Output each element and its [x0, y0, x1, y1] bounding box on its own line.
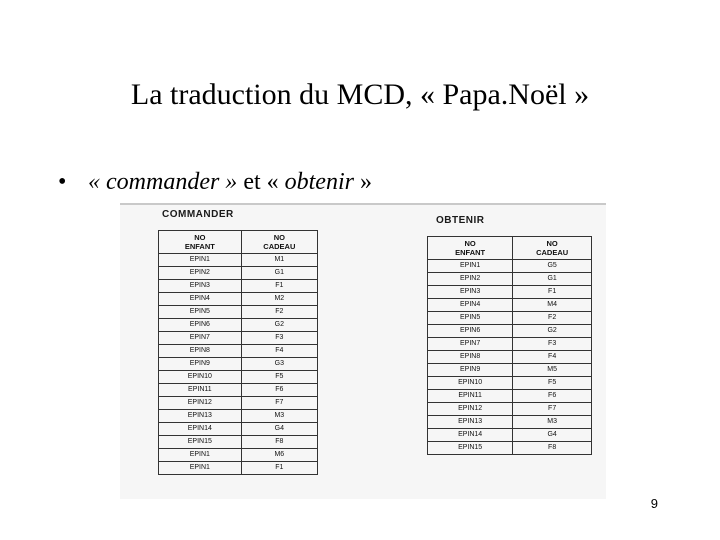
cadeau-cell: F4: [241, 345, 317, 358]
cadeau-cell: F8: [241, 436, 317, 449]
table-row: [159, 423, 318, 436]
cadeau-cell: M3: [513, 416, 592, 429]
cadeau-cell: F8: [513, 442, 592, 455]
cadeau-cell: F7: [513, 403, 592, 416]
table-row: [159, 345, 318, 358]
table-row: [159, 384, 318, 397]
table-row: [159, 449, 318, 462]
cadeau-cell: F1: [241, 280, 317, 293]
obtenir-table-title: OBTENIR: [436, 215, 485, 226]
commander-table-body: [159, 254, 318, 475]
cadeau-cell: F1: [241, 462, 317, 475]
enfant-cell: EPIN4: [428, 299, 513, 312]
table-row: [159, 267, 318, 280]
scanned-tables-image: [120, 203, 606, 499]
enfant-cell: EPIN2: [428, 273, 513, 286]
enfant-cell: EPIN2: [159, 267, 242, 280]
obtenir-header-enfant: NO ENFANT: [428, 237, 513, 260]
enfant-cell: EPIN1: [159, 462, 242, 475]
enfant-cell: EPIN13: [428, 416, 513, 429]
enfant-cell: EPIN1: [159, 449, 242, 462]
cadeau-cell: F3: [513, 338, 592, 351]
cadeau-cell: G5: [513, 260, 592, 273]
cadeau-cell: M1: [241, 254, 317, 267]
cadeau-cell: G1: [513, 273, 592, 286]
table-row: [159, 254, 318, 267]
table-row: [428, 299, 592, 312]
bullet-et: et «: [237, 169, 285, 195]
enfant-cell: EPIN11: [428, 390, 513, 403]
enfant-cell: EPIN5: [159, 306, 242, 319]
cadeau-cell: M6: [241, 449, 317, 462]
table-row: [428, 416, 592, 429]
table-row: [428, 442, 592, 455]
enfant-cell: EPIN9: [159, 358, 242, 371]
enfant-cell: EPIN10: [159, 371, 242, 384]
table-row: [428, 312, 592, 325]
enfant-cell: EPIN4: [159, 293, 242, 306]
obtenir-header-cadeau: NO CADEAU: [513, 237, 592, 260]
page-number: 9: [650, 496, 658, 511]
obtenir-table-body: [428, 260, 592, 455]
table-row: [428, 351, 592, 364]
table-row: [428, 260, 592, 273]
table-row: [159, 293, 318, 306]
table-row: [159, 436, 318, 449]
enfant-cell: EPIN1: [159, 254, 242, 267]
enfant-cell: EPIN1: [428, 260, 513, 273]
cadeau-cell: F1: [513, 286, 592, 299]
bullet-commander: « commander »: [88, 169, 238, 195]
enfant-cell: EPIN11: [159, 384, 242, 397]
cadeau-cell: G2: [513, 325, 592, 338]
cadeau-cell: M3: [241, 410, 317, 423]
cadeau-cell: F2: [513, 312, 592, 325]
table-row: [428, 429, 592, 442]
table-row: [428, 286, 592, 299]
enfant-cell: EPIN13: [159, 410, 242, 423]
table-row: [428, 273, 592, 286]
enfant-cell: EPIN3: [428, 286, 513, 299]
cadeau-cell: F5: [513, 377, 592, 390]
cadeau-cell: F6: [241, 384, 317, 397]
table-row: [428, 338, 592, 351]
enfant-cell: EPIN12: [159, 397, 242, 410]
table-row: [159, 410, 318, 423]
cadeau-cell: G3: [241, 358, 317, 371]
cadeau-cell: F5: [241, 371, 317, 384]
enfant-cell: EPIN6: [428, 325, 513, 338]
commander-header-cadeau: NO CADEAU: [241, 231, 317, 254]
table-row: [159, 371, 318, 384]
table-row: [428, 390, 592, 403]
enfant-cell: EPIN7: [428, 338, 513, 351]
obtenir-table: [427, 236, 592, 455]
enfant-cell: EPIN14: [428, 429, 513, 442]
enfant-cell: EPIN14: [159, 423, 242, 436]
table-row: [159, 280, 318, 293]
cadeau-cell: M4: [513, 299, 592, 312]
enfant-cell: EPIN6: [159, 319, 242, 332]
table-row: [159, 358, 318, 371]
cadeau-cell: F6: [513, 390, 592, 403]
bullet-dot: •: [58, 169, 67, 195]
enfant-cell: EPIN7: [159, 332, 242, 345]
table-row: [428, 403, 592, 416]
enfant-cell: EPIN5: [428, 312, 513, 325]
bullet-obtenir: obtenir: [284, 169, 354, 195]
enfant-cell: EPIN8: [159, 345, 242, 358]
enfant-cell: EPIN8: [428, 351, 513, 364]
enfant-cell: EPIN10: [428, 377, 513, 390]
cadeau-cell: M2: [241, 293, 317, 306]
enfant-cell: EPIN12: [428, 403, 513, 416]
table-row: [428, 364, 592, 377]
table-row: [159, 332, 318, 345]
table-row: [428, 325, 592, 338]
enfant-cell: EPIN15: [428, 442, 513, 455]
table-row: [159, 306, 318, 319]
commander-table-title: COMMANDER: [162, 209, 234, 220]
cadeau-cell: F7: [241, 397, 317, 410]
enfant-cell: EPIN15: [159, 436, 242, 449]
cadeau-cell: F3: [241, 332, 317, 345]
cadeau-cell: M5: [513, 364, 592, 377]
cadeau-cell: G1: [241, 267, 317, 280]
cadeau-cell: G4: [513, 429, 592, 442]
cadeau-cell: G2: [241, 319, 317, 332]
table-row: [159, 397, 318, 410]
enfant-cell: EPIN3: [159, 280, 242, 293]
slide-title: La traduction du MCD, « Papa.Noël »: [130, 78, 590, 111]
bullet-item: [58, 168, 372, 196]
enfant-cell: EPIN9: [428, 364, 513, 377]
commander-header-enfant: NO ENFANT: [159, 231, 242, 254]
cadeau-cell: F4: [513, 351, 592, 364]
table-row: [159, 319, 318, 332]
bullet-close: »: [353, 169, 372, 195]
cadeau-cell: F2: [241, 306, 317, 319]
commander-table: [158, 230, 318, 475]
table-row: [159, 462, 318, 475]
table-row: [428, 377, 592, 390]
cadeau-cell: G4: [241, 423, 317, 436]
